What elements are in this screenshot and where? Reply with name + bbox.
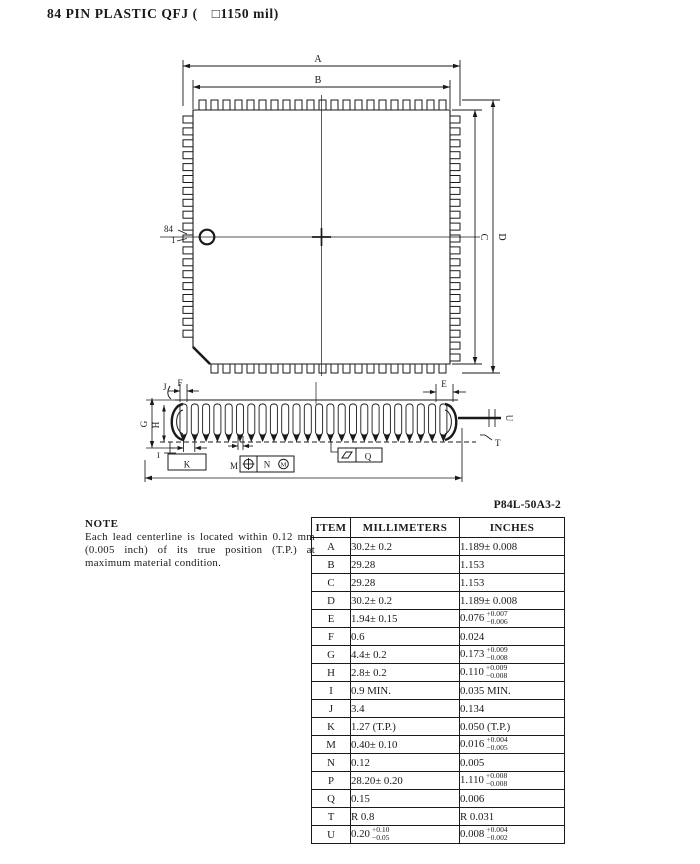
- dim-label-q: Q: [364, 451, 372, 462]
- item-cell: C: [312, 574, 351, 592]
- millimeters-cell: 29.28: [351, 556, 460, 574]
- millimeters-cell: 1.94± 0.15: [351, 610, 460, 628]
- item-cell: B: [312, 556, 351, 574]
- note-heading: NOTE: [85, 518, 119, 530]
- dim-label-a: A: [314, 54, 322, 65]
- inches-cell: 0.006: [460, 790, 565, 808]
- inches-cell: 0.173 +0.009 −0.008: [460, 646, 565, 664]
- table-row: [312, 772, 565, 790]
- dim-label-u: U: [504, 414, 514, 422]
- dim-label-j: J: [163, 382, 167, 392]
- millimeters-cell: 0.6: [351, 628, 460, 646]
- table-row: [312, 808, 565, 826]
- table-row: [312, 754, 565, 772]
- inches-cell: 1.110 +0.008 −0.008: [460, 772, 565, 790]
- page-title: [47, 6, 279, 22]
- package-top-view-drawing: [140, 50, 520, 382]
- inches-cell: 0.035 MIN.: [460, 682, 565, 700]
- table-row: [312, 826, 565, 844]
- inches-cell: 0.050 (T.P.): [460, 718, 565, 736]
- table-row: [312, 592, 565, 610]
- item-cell: T: [312, 808, 351, 826]
- dim-label-t: T: [495, 438, 501, 448]
- flatness-tolerance-frame: [338, 448, 382, 462]
- square-package-symbol: □: [211, 6, 221, 21]
- note-body: Each lead centerline is located within 0.12 mm (0.005 inch) of its true position (T.P.) at maximum material condition.: [85, 531, 315, 570]
- millimeters-cell: R 0.8: [351, 808, 460, 826]
- dim-label-k: K: [183, 459, 191, 470]
- dim-label-d: D: [496, 233, 507, 241]
- item-cell: U: [312, 826, 351, 844]
- millimeters-cell: 0.20 +0.10 −0.05: [351, 826, 460, 844]
- title-text: 84 PIN PLASTIC QFJ (: [47, 6, 198, 21]
- dim-label-h: H: [151, 421, 161, 429]
- millimeters-cell: 30.2± 0.2: [351, 538, 460, 556]
- inches-cell: 1.153: [460, 556, 565, 574]
- table-row: [312, 718, 565, 736]
- note-block: [85, 518, 315, 570]
- millimeters-cell: 0.12: [351, 754, 460, 772]
- inches-cell: 1.189± 0.008: [460, 592, 565, 610]
- column-header: INCHES: [460, 518, 565, 538]
- millimeters-cell: 28.20± 0.20: [351, 772, 460, 790]
- item-cell: E: [312, 610, 351, 628]
- millimeters-cell: 29.28: [351, 574, 460, 592]
- inches-cell: 1.153: [460, 574, 565, 592]
- item-cell: D: [312, 592, 351, 610]
- column-header: ITEM: [312, 518, 351, 538]
- side-leads: [180, 404, 447, 441]
- inches-cell: 0.008 +0.004 −0.002: [460, 826, 565, 844]
- millimeters-cell: 3.4: [351, 700, 460, 718]
- inches-cell: 0.016 +0.004 −0.005: [460, 736, 565, 754]
- column-header: MILLIMETERS: [351, 518, 460, 538]
- item-cell: K: [312, 718, 351, 736]
- millimeters-cell: 0.9 MIN.: [351, 682, 460, 700]
- dim-label-c: C: [478, 233, 489, 241]
- table-row: [312, 628, 565, 646]
- table-row: [312, 664, 565, 682]
- inches-cell: 0.110 +0.009 −0.008: [460, 664, 565, 682]
- table-row: [312, 556, 565, 574]
- dim-label-i: I: [157, 451, 160, 460]
- dim-label-f: F: [177, 378, 183, 388]
- table-row: [312, 736, 565, 754]
- table-row: [312, 538, 565, 556]
- millimeters-cell: 4.4± 0.2: [351, 646, 460, 664]
- dimension-table: [311, 517, 565, 844]
- millimeters-cell: 0.15: [351, 790, 460, 808]
- item-cell: N: [312, 754, 351, 772]
- inches-cell: 0.005: [460, 754, 565, 772]
- item-cell: Q: [312, 790, 351, 808]
- table-header: [312, 518, 565, 538]
- dim-label-m: M: [230, 461, 239, 471]
- inches-cell: 1.189± 0.008: [460, 538, 565, 556]
- millimeters-cell: 0.40± 0.10: [351, 736, 460, 754]
- title-suffix: 1150 mil): [220, 6, 279, 21]
- table-row: [312, 700, 565, 718]
- item-cell: F: [312, 628, 351, 646]
- part-number: P84L-50A3-2: [493, 499, 561, 511]
- item-cell: I: [312, 682, 351, 700]
- item-cell: A: [312, 538, 351, 556]
- table-row: [312, 790, 565, 808]
- inches-cell: 0.134: [460, 700, 565, 718]
- table-row: [312, 610, 565, 628]
- inches-cell: 0.024: [460, 628, 565, 646]
- package-side-view-drawing: [140, 378, 520, 490]
- item-cell: M: [312, 736, 351, 754]
- item-cell: H: [312, 664, 351, 682]
- dim-label-b: B: [314, 75, 322, 86]
- parallelogram-icon: [342, 452, 352, 458]
- side-body: [175, 382, 458, 404]
- dim-label-e: E: [441, 379, 447, 389]
- millimeters-cell: 1.27 (T.P.): [351, 718, 460, 736]
- inches-cell: 0.076 +0.007 −0.006: [460, 610, 565, 628]
- millimeters-cell: 2.8± 0.2: [351, 664, 460, 682]
- table-row: [312, 682, 565, 700]
- pin-1-label: 1: [171, 235, 176, 245]
- millimeters-cell: 30.2± 0.2: [351, 592, 460, 610]
- dim-label-n: N: [263, 459, 271, 470]
- table-row: [312, 646, 565, 664]
- mmc-letter: M: [280, 461, 287, 469]
- item-cell: G: [312, 646, 351, 664]
- pin-84-label: 84: [164, 224, 173, 234]
- dim-label-g: G: [139, 420, 149, 428]
- item-cell: J: [312, 700, 351, 718]
- item-cell: P: [312, 772, 351, 790]
- inches-cell: R 0.031: [460, 808, 565, 826]
- centerlines: [160, 95, 480, 376]
- table-row: [312, 574, 565, 592]
